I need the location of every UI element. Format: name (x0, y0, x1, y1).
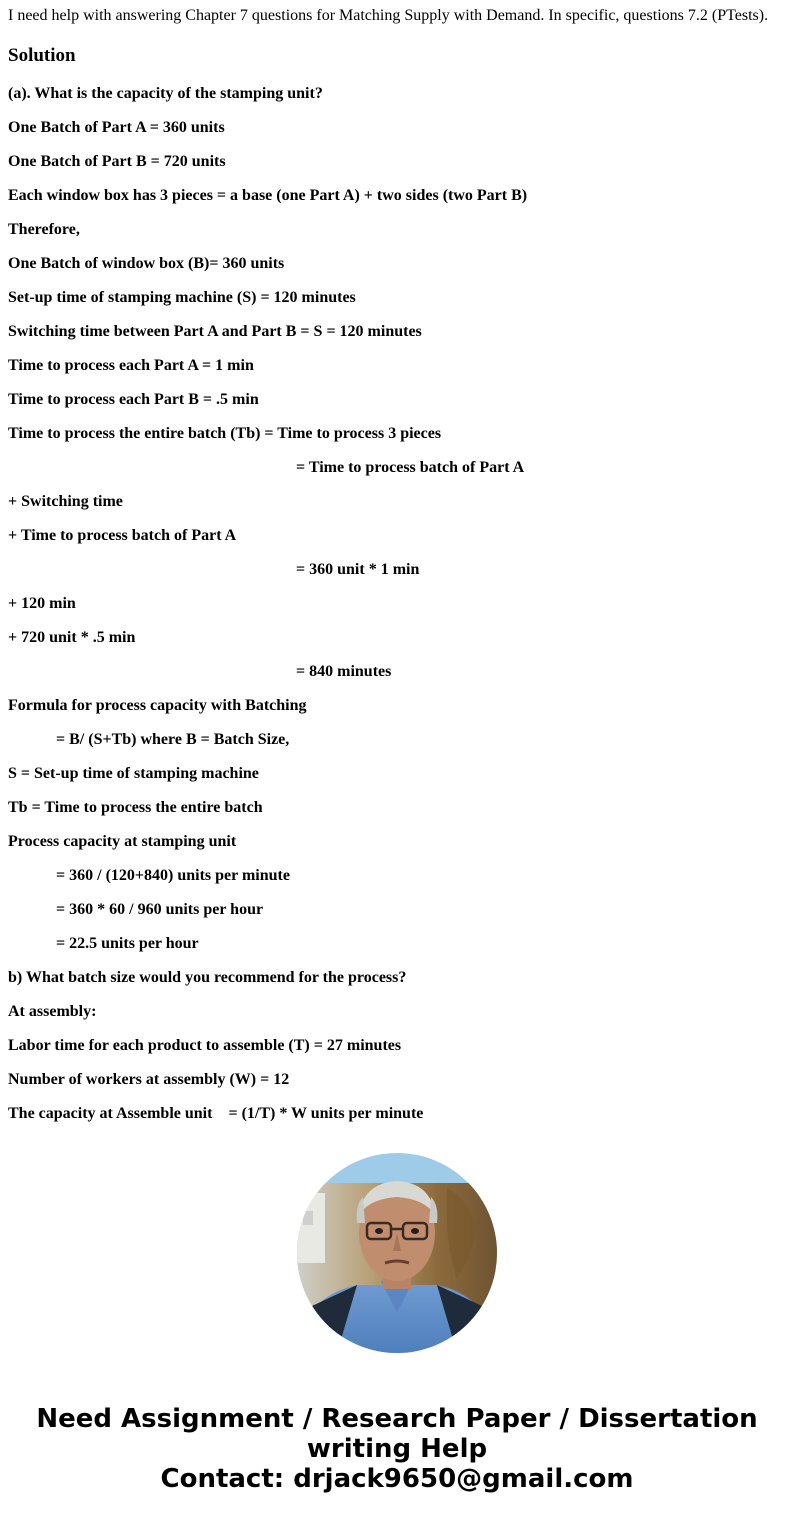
solution-line: b) What batch size would you recommend for the process? (8, 969, 407, 986)
question-text: I need help with answering Chapter 7 questions for Matching Supply with Demand. In specific, questions 7.2 (PTests). (8, 7, 769, 24)
solution-line: Time to process each Part B = .5 min (8, 391, 259, 408)
solution-line: Number of workers at assembly (W) = 12 (8, 1071, 290, 1088)
solution-line: At assembly: (8, 1003, 97, 1020)
solution-line: Switching time between Part A and Part B = S = 120 minutes (8, 323, 422, 340)
solution-heading: Solution (8, 45, 76, 66)
solution-line: Formula for process capacity with Batching (8, 697, 307, 714)
avatar-portrait-image (297, 1153, 497, 1353)
solution-line: + 720 unit * .5 min (8, 629, 136, 646)
solution-line: One Batch of window box (B)= 360 units (8, 255, 285, 272)
solution-line: One Batch of Part A = 360 units (8, 119, 225, 136)
solution-line: S = Set-up time of stamping machine (8, 765, 259, 782)
solution-line: + 120 min (8, 595, 76, 612)
promo-footer (0, 1404, 794, 1494)
solution-line: One Batch of Part B = 720 units (8, 153, 226, 170)
solution-line: Time to process the entire batch (Tb) = Time to process 3 pieces (8, 425, 442, 442)
solution-line: Tb = Time to process the entire batch (8, 799, 263, 816)
solution-line: = B/ (S+Tb) where B = Batch Size, (56, 731, 290, 748)
solution-line: = Time to process batch of Part A (296, 459, 525, 476)
solution-line: + Time to process batch of Part A (8, 527, 237, 544)
solution-line: + Switching time (8, 493, 123, 510)
solution-line: = 840 minutes (296, 663, 392, 680)
solution-line: The capacity at Assemble unit = (1/T) * W units per minute (8, 1105, 424, 1122)
solution-line: = 22.5 units per hour (56, 935, 199, 952)
solution-line: = 360 / (120+840) units per minute (56, 867, 290, 884)
tutor-avatar (297, 1153, 497, 1353)
solution-line: Labor time for each product to assemble (T) = 27 minutes (8, 1037, 402, 1054)
solution-line: Process capacity at stamping unit (8, 833, 237, 850)
solution-line: = 360 * 60 / 960 units per hour (56, 901, 264, 918)
solution-line: Set-up time of stamping machine (S) = 120 minutes (8, 289, 356, 306)
promo-line-1: Need Assignment / Research Paper / Dissertation (36, 1404, 758, 1434)
solution-line: Each window box has 3 pieces = a base (one Part A) + two sides (two Part B) (8, 187, 528, 204)
solution-line: Therefore, (8, 221, 80, 238)
solution-line: = 360 unit * 1 min (296, 561, 420, 578)
solution-line: Time to process each Part A = 1 min (8, 357, 254, 374)
solution-line: (a). What is the capacity of the stamping unit? (8, 85, 323, 102)
promo-line-2: writing Help (306, 1434, 488, 1464)
promo-contact: Contact: drjack9650@gmail.com (160, 1464, 634, 1494)
